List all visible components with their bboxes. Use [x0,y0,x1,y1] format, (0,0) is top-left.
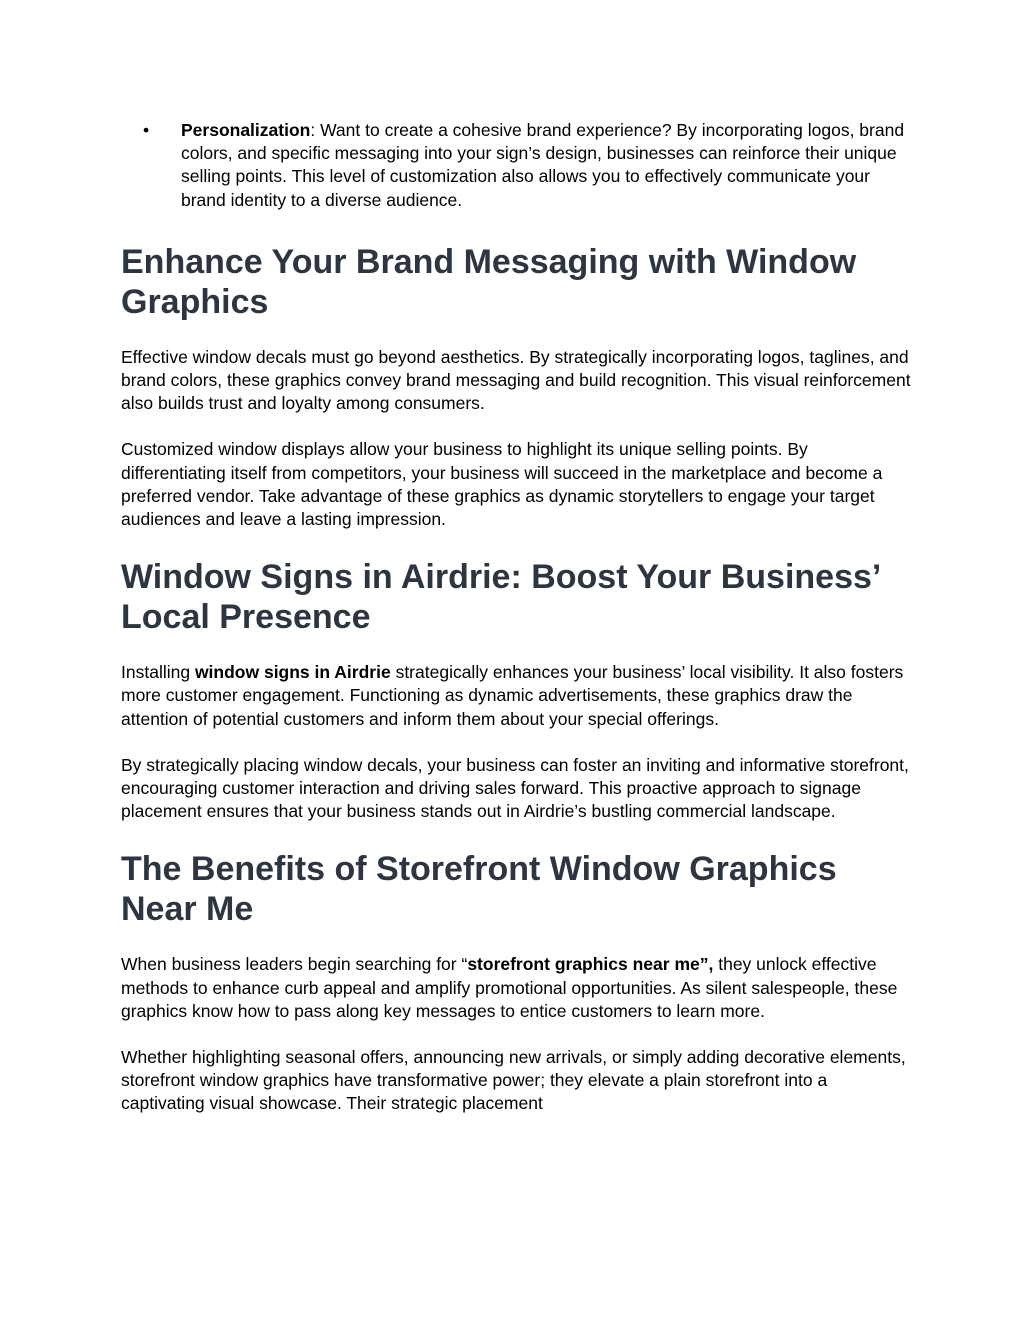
paragraph [121,953,911,1023]
bullet-dot-icon: • [143,120,150,140]
paragraph: Whether highlighting seasonal offers, announcing new arrivals, or simply adding decorative elements, storefront window graphics have transformative power; they elevate a plain storefront into a captivating visual showcase. Their strategic placement [121,1047,906,1114]
text-run: When business leaders begin searching for “ [121,954,468,975]
paragraph: Customized window displays allow your business to highlight its unique selling points. By differentiating itself from competitors, your business will succeed in the marketplace and become a preferred vendor. Take advantage of these graphics as dynamic storytellers to engage your target audiences and leave a lasting impression. [121,439,883,530]
keyword-storefront-graphics-near-me: storefront graphics near me”, [467,954,714,975]
text-run: Installing [121,662,195,683]
document-page [121,119,911,1116]
keyword-window-signs-airdrie: window signs in Airdrie [194,662,391,683]
list-item [121,119,911,212]
section-heading-window-signs-airdrie: Window Signs in Airdrie: Boost Your Business’ Local Presence [121,558,880,637]
text-run: strategically enhances your business’ local visibility. It also fosters more customer engagement. Functioning as dynamic advertisements, these graphics draw the attention of potential customers and inform them about your special offerings. [121,662,904,729]
bullet-list [121,119,911,212]
paragraph: Effective window decals must go beyond aesthetics. By strategically incorporating logos, taglines, and brand colors, these graphics convey brand messaging and build recognition. This visual reinforcement also builds trust and loyalty among consumers. [121,346,911,414]
bullet-term: Personalization [181,120,311,140]
bullet-text: : Want to create a cohesive brand experience? By incorporating logos, brand colors, and specific messaging into your sign’s design, businesses can reinforce their unique selling points. This level of customization also allows you to effectively communicate your brand identity to a diverse audience. [181,120,905,210]
paragraph [121,661,911,731]
section-heading-brand-messaging: Enhance Your Brand Messaging with Window Graphics [121,242,857,321]
paragraph: By strategically placing window decals, your business can foster an inviting and informative storefront, encouraging customer interaction and driving sales forward. This proactive approach to signage placement ensures that your business stands out in Airdrie’s bustling commercial landscape. [121,754,909,822]
section-heading-storefront-graphics: The Benefits of Storefront Window Graphics Near Me [121,850,837,929]
text-run: they unlock effective methods to enhance curb appeal and amplify promotional opportunities. As silent salespeople, these graphics know how to pass along key messages to entice customers to learn more. [121,954,898,1021]
